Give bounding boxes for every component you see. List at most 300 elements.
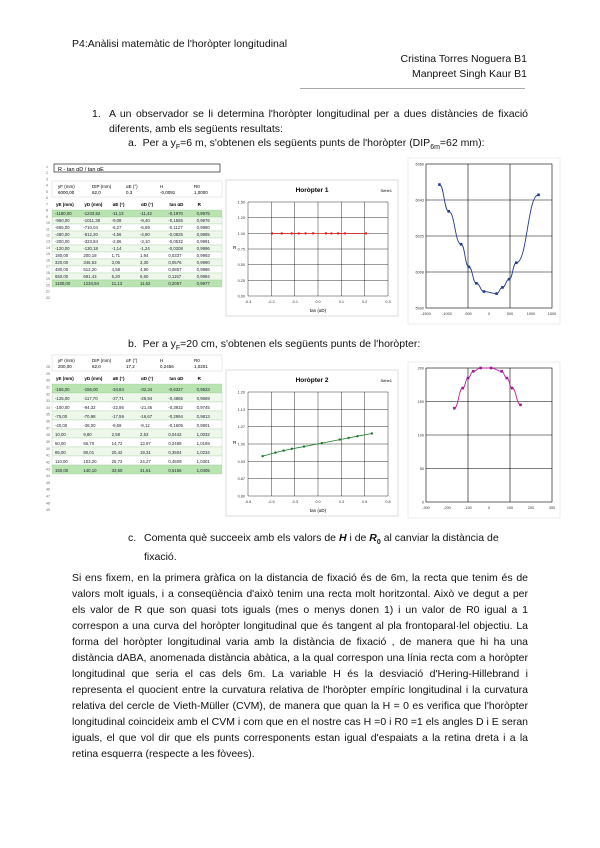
part-b (128, 338, 420, 352)
part-a-letter: a. (128, 137, 137, 149)
x-tick-label: 0.8 (385, 500, 391, 504)
chart-frame (226, 180, 398, 316)
cell: -100,00 (55, 405, 70, 410)
cell: 3,06 (111, 260, 121, 265)
cell: -125,00 (55, 396, 70, 401)
row-number: 29 (46, 371, 50, 376)
cell: -480,00 (55, 232, 70, 237)
y-tick-label: 1.20 (237, 390, 245, 395)
cell: 200,18 (83, 253, 97, 258)
y-tick-label: 0.87 (237, 477, 245, 482)
chart-title: Horòpter 2 (295, 377, 329, 384)
row-number: 14 (46, 245, 50, 250)
cell: -1,14 (111, 246, 122, 251)
data-point (282, 449, 284, 451)
part-c-rsub: 0 (376, 539, 381, 547)
y-tick-label: 50 (419, 467, 424, 471)
cell: 1,0301 (196, 459, 210, 464)
param-label: H (160, 184, 164, 189)
y-tick-label: 150 (417, 400, 424, 404)
part-c-text-3: al canviar la distància de fixació. (144, 532, 499, 564)
curve-chart (408, 158, 560, 324)
x-tick-label: 0.3 (385, 300, 391, 304)
cell: 1,94 (140, 253, 149, 258)
y-tick-label: 200 (417, 366, 424, 371)
y-tick-label: 0.93 (237, 459, 245, 464)
author-1: Cristina Torres Noguera B1 (400, 53, 527, 65)
cell: 320,00 (55, 260, 69, 265)
curve-point (515, 261, 518, 264)
row-number: 5 (46, 189, 48, 194)
part-b-sub: F (175, 345, 181, 353)
x-tick-label: 0 (487, 506, 491, 510)
curve-point (438, 183, 441, 186)
row-number: 12 (46, 233, 50, 238)
cell: -130,18 (83, 246, 98, 251)
row-number: 47 (46, 494, 50, 499)
horopter-chart (226, 370, 398, 516)
x-tick-label: -0.8 (244, 500, 252, 504)
data-point (261, 455, 263, 457)
cell: 1,71 (111, 253, 121, 258)
param-value: 62,0 (92, 190, 101, 195)
param-value: 1,0201 (194, 364, 208, 369)
cell: 1,0234 (196, 450, 210, 455)
y-tick-label: 100 (417, 433, 424, 438)
x-tick-label: -0.1 (291, 300, 298, 304)
data-point (356, 435, 358, 437)
curve-point (506, 377, 509, 380)
y-axis-label: R (233, 245, 237, 250)
cell: -32,34 (140, 387, 153, 392)
cell: -710,04 (83, 225, 98, 230)
row-number: 20 (46, 283, 50, 288)
cell: 0,6156 (168, 468, 182, 473)
row-number: 19 (46, 277, 50, 282)
part-c-letter: c. (128, 532, 137, 544)
row-number: 10 (46, 221, 50, 226)
cell: 691,43 (83, 274, 97, 279)
x-tick-label: 0.3 (338, 500, 344, 504)
cell: 1234,94 (83, 281, 99, 286)
eq-text: R - tan αD / tan αE (58, 167, 104, 173)
cell: 0,2488 (168, 441, 182, 446)
cell: 346,53 (83, 260, 97, 265)
row-number: 44 (46, 474, 50, 479)
y-axis-label: R (233, 440, 237, 445)
cell: 0,9990 (196, 260, 210, 265)
curve-point (475, 282, 478, 285)
cell: -9,59 (111, 423, 122, 428)
data-point (281, 232, 283, 234)
row-number: 3 (46, 177, 48, 182)
question-1-text: A un observador se li determina l'horòpter longitudinal per a dues distàncies de fixació diferents, amb els següents resultats: (109, 108, 528, 135)
row-number: 9 (46, 214, 48, 219)
part-c-h: H (338, 532, 347, 544)
y-tick-label: 0.50 (237, 263, 245, 268)
y-tick-label: 0.00 (237, 294, 245, 299)
cell: 0,1157 (168, 274, 182, 279)
chart-title: Horòpter 1 (295, 187, 329, 194)
row-number: 1 (46, 165, 48, 169)
x-tick-label: 0.0 (315, 300, 321, 304)
cell: 0,9996 (196, 246, 210, 251)
cell: 0,9669 (196, 396, 210, 401)
x-tick-label: 300 (548, 506, 556, 510)
cell: -0,1127 (168, 225, 183, 230)
y-tick-label: 6043 (415, 198, 424, 203)
data-point (337, 232, 339, 234)
curve-point (461, 387, 464, 390)
cell: -0,4865 (168, 396, 183, 401)
curve-point (495, 292, 498, 295)
y-tick-label: 1.13 (237, 407, 245, 412)
cell: -4,90 (140, 232, 150, 237)
cell: -9,40 (140, 218, 150, 223)
cell: -960,00 (55, 218, 70, 223)
data-point (271, 232, 273, 234)
row-number: 36 (46, 419, 50, 424)
cell: 25,72 (111, 459, 123, 464)
data-point (274, 451, 276, 453)
col-header: αE (°) (112, 202, 125, 207)
col-header: R (197, 376, 201, 381)
curve-point (508, 278, 511, 281)
y-tick-label: 0.25 (237, 278, 245, 283)
question-1 (92, 107, 528, 137)
row-number: 21 (46, 289, 50, 294)
question-1-number: 1. (92, 108, 101, 120)
chart-legend: Sèrie1 (380, 188, 392, 193)
data-point (321, 442, 323, 444)
row-number: 35 (46, 412, 50, 417)
cell: 103,20 (83, 459, 97, 464)
part-b-text-1: Per a y (142, 338, 176, 350)
row-number: 38 (46, 433, 50, 438)
x-tick-label: -200 (443, 506, 451, 510)
cell: 56,70 (83, 441, 95, 446)
cell: 2,58 (111, 432, 121, 437)
cell: -165,00 (55, 387, 70, 392)
cell: 140,10 (83, 468, 97, 473)
cell: -11,42 (140, 211, 152, 216)
x-tick-label: 100 (506, 506, 514, 510)
cell: -117,70 (83, 396, 98, 401)
col-header: tan αD (169, 376, 184, 381)
cell: -0,1970 (168, 211, 183, 216)
param-value: -0,0091 (160, 190, 176, 195)
author-2: Manpreet Singh Kaur B1 (412, 68, 527, 80)
cell: -40,00 (55, 423, 68, 428)
y-tick-label: 5990 (415, 306, 424, 311)
row-number: 7 (46, 202, 48, 207)
cell: 9,80 (83, 432, 92, 437)
cell: -25,94 (140, 396, 153, 401)
cell: 1,0032 (196, 432, 210, 437)
cell: -70,98 (83, 414, 96, 419)
y-tick-label: 0.75 (237, 247, 245, 252)
cell: -9,08 (111, 218, 122, 223)
cell: 11,13 (111, 281, 123, 286)
param-value: 17,2 (126, 364, 135, 369)
cell: -0,0825 (168, 232, 183, 237)
row-number: 16 (46, 258, 50, 263)
curve-point (519, 404, 522, 407)
col-header: yD (mm) (84, 202, 103, 207)
y-tick-label: 6060 (415, 162, 424, 167)
cell: -34,84 (111, 387, 124, 392)
param-label: DIP (mm) (92, 358, 112, 363)
curve-point (500, 370, 503, 373)
answer-paragraph: Si ens fixem, en la primera gràfica on la distancia de fixació és de 6m, la recta que tenim és de valors molt iguals, i a conseqüència d'això tenim una recta molt horitzontal. Això ve degut a per els valor de R que son quasi tots iguals (mes o menys donen 1) i un valor de R0 igual a 1 correspon a una curva del horòpter longitudinal que és tangent al pla frontoparal·lel objectiu. La forma del horòpter longitudinal varia amb la distància de fixació , de manera que hi ha una distància dABA, anomenada distància abàtica, a la qual correspon una línia recta com a horòpter longitudinal que seria el cas dels 6m. La variable H és la desviació d'Hering-Hillebrand i representa el quocient entre la curvatura relativa de l'horòpter empíric longitudinal i la curvatura relativa del cercle de Vieth-Müller (CVM), de manera que quan la H = 0 es verifica que l'horòpter longitudinal coincideix amb el CVM i com que en el nostre cas H =0 i R0 =1 els angles D i E seran iguals, el que vol dir que els punts corresponents estan igual d'espaiats a la retina dreta i a la retina esquerra (respecte a les fòvees). (72, 572, 528, 760)
y-tick-label: 1.07 (237, 425, 245, 430)
cell: 0,0337 (168, 253, 182, 258)
col-header: yE (mm) (56, 202, 74, 207)
col-header: αE (°) (112, 376, 125, 381)
data-point (291, 232, 293, 234)
data-point (303, 445, 305, 447)
cell: 0,9977 (196, 281, 210, 286)
part-c-text (144, 531, 528, 565)
cell: -1,24 (140, 246, 150, 251)
cell: -1180,00 (55, 211, 72, 216)
col-header: yE (mm) (56, 376, 74, 381)
cell: 0,4509 (168, 459, 182, 464)
col-header: αD (°) (141, 376, 154, 381)
x-axis-label: tan (αD) (309, 508, 327, 513)
cell: -94,32 (83, 405, 96, 410)
cell: 1,0169 (196, 441, 210, 446)
y-tick-label: 0.80 (237, 494, 245, 499)
curve-frame (408, 158, 560, 324)
cell: 1,0405 (196, 468, 210, 473)
horopter-chart (226, 180, 398, 316)
cell: -6,27 (111, 225, 122, 230)
cell: -22,86 (111, 405, 124, 410)
cell: -3,10 (140, 239, 150, 244)
x-tick-label: -0.3 (291, 500, 298, 504)
cell: 1180,00 (55, 281, 71, 286)
param-label: DIP (mm) (92, 184, 112, 189)
cell: 33,50 (111, 468, 123, 473)
cell: 0,9975 (196, 211, 210, 216)
cell: 2,53 (140, 432, 149, 437)
data-point (330, 232, 332, 234)
cell: -27,71 (111, 396, 124, 401)
cell: -21,46 (140, 405, 153, 410)
cell: 0,9745 (196, 405, 210, 410)
cell: 0,0442 (168, 432, 182, 437)
cell: 6,20 (111, 274, 121, 279)
document-title: P4:Anàlisi matemàtic de l'horòpter longitudinal (72, 38, 288, 50)
x-tick-label: 0 (487, 312, 491, 316)
curve-point (447, 210, 450, 213)
y-tick-label: 1.00 (237, 231, 245, 236)
spreadsheet (46, 164, 222, 300)
data-point (325, 232, 327, 234)
figure-1 (40, 158, 560, 326)
cell: -4,56 (111, 232, 122, 237)
cell: 31,61 (140, 468, 151, 473)
row-number: 28 (46, 365, 50, 369)
row-number: 31 (46, 385, 50, 390)
cell: 24,27 (140, 459, 151, 464)
x-tick-label: 0.1 (338, 300, 344, 304)
cell: -11,13 (111, 211, 124, 216)
cell: -155,00 (83, 387, 98, 392)
param-value: 0,2456 (160, 364, 174, 369)
cell: -300,00 (55, 239, 70, 244)
row-number: 39 (46, 440, 50, 444)
part-c-text-2: i de (346, 532, 370, 544)
x-tick-label: 0.0 (315, 500, 321, 504)
part-c-text-1: Comenta què succeeix amb els valors de (144, 532, 339, 544)
row-number: 41 (46, 453, 50, 458)
cell: 0,9533 (196, 387, 210, 392)
cell: -665,00 (55, 225, 70, 230)
curve-point (467, 377, 470, 380)
x-tick-label: 0.2 (362, 300, 368, 304)
data-point (291, 448, 293, 450)
col-header: tan αD (169, 202, 184, 207)
data-point (344, 232, 346, 234)
row-number: 6 (46, 196, 48, 201)
curve-point (483, 290, 486, 293)
cell: 0,9993 (196, 253, 210, 258)
cell: 0,9991 (196, 239, 210, 244)
cell: -2,86 (111, 239, 122, 244)
cell: 14,72 (111, 441, 123, 446)
param-label: αF (°) (126, 358, 138, 363)
figure-1-svg (40, 158, 560, 326)
curve-frame (408, 362, 560, 518)
y-tick-label: 1.25 (237, 216, 245, 221)
x-tick-label: -500 (464, 312, 472, 316)
row-number: 32 (46, 392, 50, 397)
curve-point (511, 387, 514, 390)
y-tick-label: 0 (421, 500, 424, 505)
param-value: 62,0 (92, 364, 101, 369)
x-tick-label: -1500 (421, 312, 431, 316)
cell: 0,2057 (168, 281, 182, 286)
cell: 0,9901 (196, 423, 210, 428)
cell: 0,9813 (196, 414, 210, 419)
cell: 180,00 (55, 253, 69, 258)
cell: -6,69 (140, 225, 150, 230)
y-tick-label: 1.50 (237, 200, 245, 205)
row-number: 30 (46, 378, 50, 383)
curve-point (490, 367, 493, 370)
cell: 10,00 (55, 432, 66, 437)
part-a-sub: F (175, 144, 181, 152)
curve-point (460, 243, 463, 246)
cell: 4,58 (111, 267, 121, 272)
cell: 20,42 (111, 450, 123, 455)
col-header: yD (mm) (84, 376, 103, 381)
row-number: 34 (46, 405, 50, 410)
row-number: 13 (46, 239, 50, 244)
row-number: 11 (46, 227, 50, 232)
param-label: H (160, 358, 164, 363)
row-number: 22 (46, 295, 50, 300)
param-value: 200,00 (58, 364, 72, 369)
figure-2 (40, 358, 560, 520)
x-tick-label: -0.2 (268, 300, 275, 304)
param-value: 1,0000 (194, 190, 208, 195)
param-label: yF (mm) (58, 358, 75, 363)
cell: -1233,52 (83, 211, 101, 216)
cell: -0,1555 (168, 218, 183, 223)
header-rule (300, 88, 525, 89)
cell: 11,62 (140, 281, 151, 286)
x-tick-label: 1500 (547, 312, 557, 316)
spreadsheet (46, 355, 222, 512)
cell: 150,00 (55, 468, 69, 473)
cell: 0,9985 (196, 232, 210, 237)
cell: 0,3504 (168, 450, 182, 455)
cell: 60,00 (55, 441, 66, 446)
cell: 480,00 (55, 267, 69, 272)
cell: 85,00 (55, 450, 66, 455)
y-tick-label: 6008 (415, 270, 424, 275)
part-b-letter: b. (128, 338, 137, 350)
cell: -1011,38 (83, 218, 100, 223)
cell: -0,1605 (168, 423, 183, 428)
data-point (298, 232, 300, 234)
row-number: 4 (46, 183, 48, 188)
row-number: 43 (46, 467, 50, 472)
row-number: 45 (46, 480, 50, 485)
row-number: 49 (46, 508, 50, 513)
row-number: 2 (46, 171, 48, 176)
param-label: R0 (194, 358, 200, 363)
row-number: 46 (46, 487, 50, 492)
param-label: yF (mm) (58, 184, 75, 189)
data-point (339, 438, 341, 440)
part-a (128, 137, 485, 151)
cell: -75,00 (55, 414, 68, 419)
cell: 512,20 (83, 267, 97, 272)
x-tick-label: -0.5 (268, 500, 275, 504)
data-point (312, 232, 314, 234)
cell: -0,0532 (168, 239, 183, 244)
figure-2-svg (40, 358, 560, 520)
part-a-sub-2: 6m (430, 144, 440, 152)
cell: 19,31 (140, 450, 151, 455)
col-header: R (197, 202, 201, 207)
cell: 0,9980 (196, 225, 210, 230)
data-point (347, 437, 349, 439)
row-number: 40 (46, 446, 50, 451)
data-point (371, 432, 373, 434)
curve-point (479, 367, 482, 370)
cell: 0,0576 (168, 260, 182, 265)
cell: -0,3932 (168, 405, 183, 410)
cell: -0,0208 (168, 246, 183, 251)
x-tick-label: 0.5 (362, 500, 368, 504)
cell: -120,00 (55, 246, 70, 251)
cell: -512,20 (83, 232, 98, 237)
part-a-text-2: =6 m, s'obtenen els següents punts de l'horòpter (DIP (180, 137, 431, 149)
x-tick-label: 200 (527, 506, 535, 510)
cell: -38,00 (83, 423, 96, 428)
cell: -17,59 (111, 414, 124, 419)
data-point (304, 232, 306, 234)
param-value: 6000,00 (58, 190, 75, 195)
part-a-text-3: =62 mm): (439, 137, 485, 149)
cell: -0,2994 (168, 414, 183, 419)
param-value: 0,3 (126, 190, 133, 195)
